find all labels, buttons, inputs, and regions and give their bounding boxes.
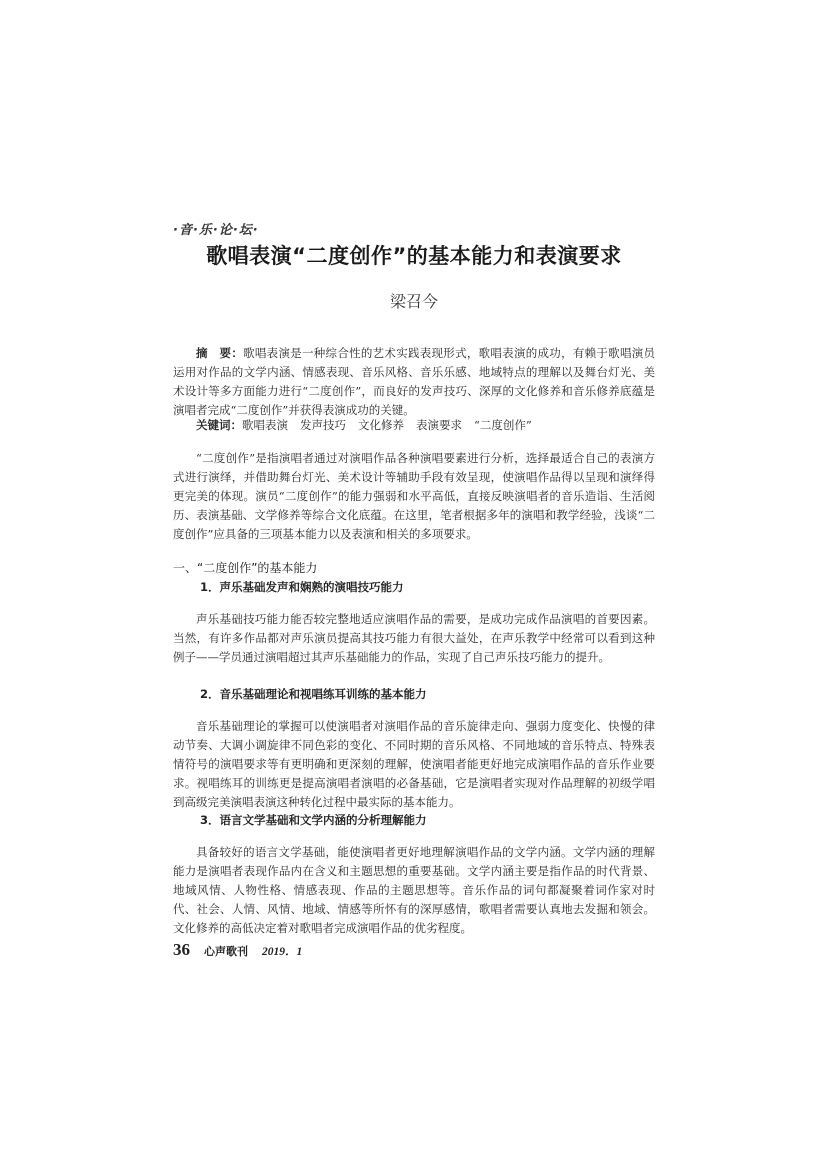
subsection-body-3 [173,831,655,949]
author-name: 梁召今 [389,292,438,311]
subsection-heading-3: 3．语言文学基础和文学内涵的分析理解能力 [200,813,427,827]
intro-paragraph: “二度创作”是指演唱者通过对演唱作品各种演唱要素进行分析，选择最适合自己的表演方式进行演绎，并借助舞台灯光、美术设计等辅助手段有效呈现，使演唱作品得以呈现和演绎得更完美的体现。演员“二度创作”的能力强弱和水平高低，直接反映演唱者的音乐造诣、生活阅历、表演基础、文学修养等综合文化底蕴。在这里，笔者根据多年的演唱和教学经验，浅谈“二度创作”应具备的三项基本能力以及表演和相关的多项要求。 [173,450,655,541]
abstract-text: 歌唱表演是一种综合性的艺术实践表现形式，歌唱表演的成功，有赖于歌唱演员运用对作品的文学内涵、情感表现、音乐风格、音乐乐感、地域特点的理解以及舞台灯光、美术设计等多方面能力进行“二度创作”，而良好的发声技巧、深厚的文化修养和音乐修养底蕴是演唱者完成“二度创作”并获得表演成功的关键。 [173,345,655,417]
abstract-paragraph [173,344,655,420]
keyword: 表演要求 [416,418,462,432]
journal-name: 心声歌刊 [204,945,248,958]
subsection-body-1 [173,598,655,678]
subsection-heading-1: 1．声乐基础发声和娴熟的演唱技巧能力 [200,580,404,594]
page-number: 36 [173,940,190,959]
article-title: 歌唱表演“二度创作”的基本能力和表演要求 [206,244,622,268]
keyword: 歌唱表演 [242,418,288,432]
page-footer [173,940,302,960]
issue-number: 2019．1 [262,946,303,958]
body-paragraph: 音乐基础理论的掌握可以使演唱者对演唱作品的音乐旋律走向、强弱力度变化、快慢的律动节奏、大调小调旋律不同色彩的变化、不同时期的音乐风格、不同地域的音乐特点、特殊表情符号的演唱要求等有更明确和更深刻的理解，使演唱者能更好地完成演唱作品的音乐作业要求。视唱练耳的训练更是提高演唱者演唱的必备基础，它是演唱者实现对作品理解的初级学唱到高级完美演唱表演这种转化过程中最实际的基本能力。 [173,718,655,809]
keyword: “二度创作” [474,418,532,432]
keywords-label: 关键词： [196,418,242,432]
column-tag: ·音·乐·论·坛· [173,223,259,238]
section-heading: 一、“二度创作”的基本能力 [173,561,318,575]
subsection-body-2 [173,705,655,823]
keyword: 发声技巧 [300,418,346,432]
body-paragraph: 声乐基础技巧能力能否较完整地适应演唱作品的需要，是成功完成作品演唱的首要因素。当然，有许多作品都对声乐演员提高其技巧能力有很大益处，在声乐教学中经常可以看到这种例子——学员通过演唱超过其声乐基础能力的作品，实现了自己声乐技巧能力的提升。 [173,611,655,664]
abstract-label: 摘 要： [196,345,244,360]
keywords [173,416,655,435]
body-paragraph: 具备较好的语言文学基础，能使演唱者更好地理解演唱作品的文学内涵。文学内涵的理解能力是演唱者表现作品内在含义和主题思想的重要基础。文学内涵主要是指作品的时代背景、地域风情、人物性格、情感表现、作品的主题思想等。音乐作品的词句都凝聚着词作家对时代、社会、人情、风情、地域、情感等所怀有的深厚感情，歌唱者需要认真地去发掘和领会。文化修养的高低决定着对歌唱者完成演唱作品的优劣程度。 [173,844,655,935]
keyword: 文化修养 [358,418,404,432]
subsection-heading-2: 2．音乐基础理论和视唱练耳训练的基本能力 [200,687,427,701]
intro-section [173,437,655,555]
